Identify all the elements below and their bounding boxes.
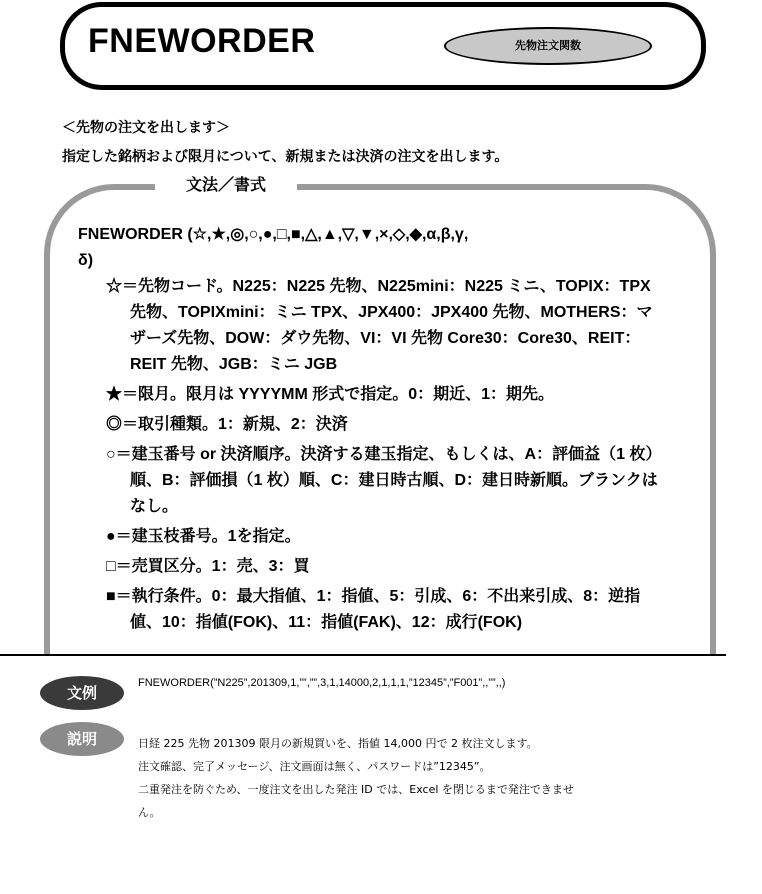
definition-item: ◎＝取引種類。1：新規、2：決済 — [106, 416, 348, 433]
definition-item: ☆＝先物コード。N225：N225 先物、N225mini：N225 ミニ、TOPIX：TPX 先物、TOPIXmini：ミニ TPX、JPX400：JPX400 先物、MOTHERS：マザーズ先物、DOW：ダウ先物、VI：VI 先物 Core30：Core30、REIT：REIT 先物、JGB：ミニ JGB — [106, 278, 653, 373]
syntax-signature — [78, 222, 672, 274]
explanation-line: 日経 225 先物 201309 限月の新規買いを、指値 14,000 円で 2 枚注文します。 — [138, 737, 538, 750]
function-category-badge: 先物注文関数 — [444, 27, 652, 65]
explanation-tag: 説明 — [40, 722, 124, 756]
definition-item: ■＝執行条件。0：最大指値、1：指値、5：引成、6：不出来引成、8：逆指値、10：指値(FOK)、11：指値(FAK)、12：成行(FOK) — [106, 588, 641, 631]
section-subtitle: ＜先物の注文を出します＞ — [62, 120, 230, 136]
syntax-label: 文法／書式 — [155, 172, 297, 195]
intro-text: 指定した銘柄および限月について、新規または決済の注文を出します。 — [62, 149, 509, 165]
definition-item: ★＝限月。限月は YYYYMM 形式で指定。0：期近、1：期先。 — [106, 386, 555, 403]
definition-item: ●＝建玉枝番号。1を指定。 — [106, 528, 301, 545]
example-tag: 文例 — [40, 676, 124, 710]
definition-item: ○＝建玉番号 or 決済順序。決済する建玉指定、もしくは、A：評価益（1 枚）順、B：評価損（1 枚）順、C：建日時古順、D：建日時新順。ブランクはなし。 — [106, 446, 662, 515]
syntax-line-2: δ) — [78, 252, 94, 269]
explanation-text — [138, 732, 718, 824]
definition-item: □＝売買区分。1：売、3：買 — [106, 558, 310, 575]
section-divider — [0, 654, 726, 656]
explanation-line: ん。 — [138, 806, 161, 819]
example-code: FNEWORDER(”N225”,201309,1,””,””,3,1,14000,2,1,1,1,”12345”,”F001”,,””,,) — [138, 677, 506, 689]
explanation-line: 二重発注を防ぐため、一度注文を出した発注 ID では、Excel を閉じるまで発注できませ — [138, 783, 574, 796]
function-title: FNEWORDER — [88, 22, 316, 60]
parameter-definitions — [76, 274, 666, 640]
syntax-line-1: FNEWORDER (☆,★,◎,○,●,□,■,△,▲,▽,▼,×,◇,◆,α,β,γ, — [78, 226, 469, 243]
explanation-line: 注文確認、完了メッセージ、注文画面は無く、パスワードは”12345”。 — [138, 760, 491, 773]
